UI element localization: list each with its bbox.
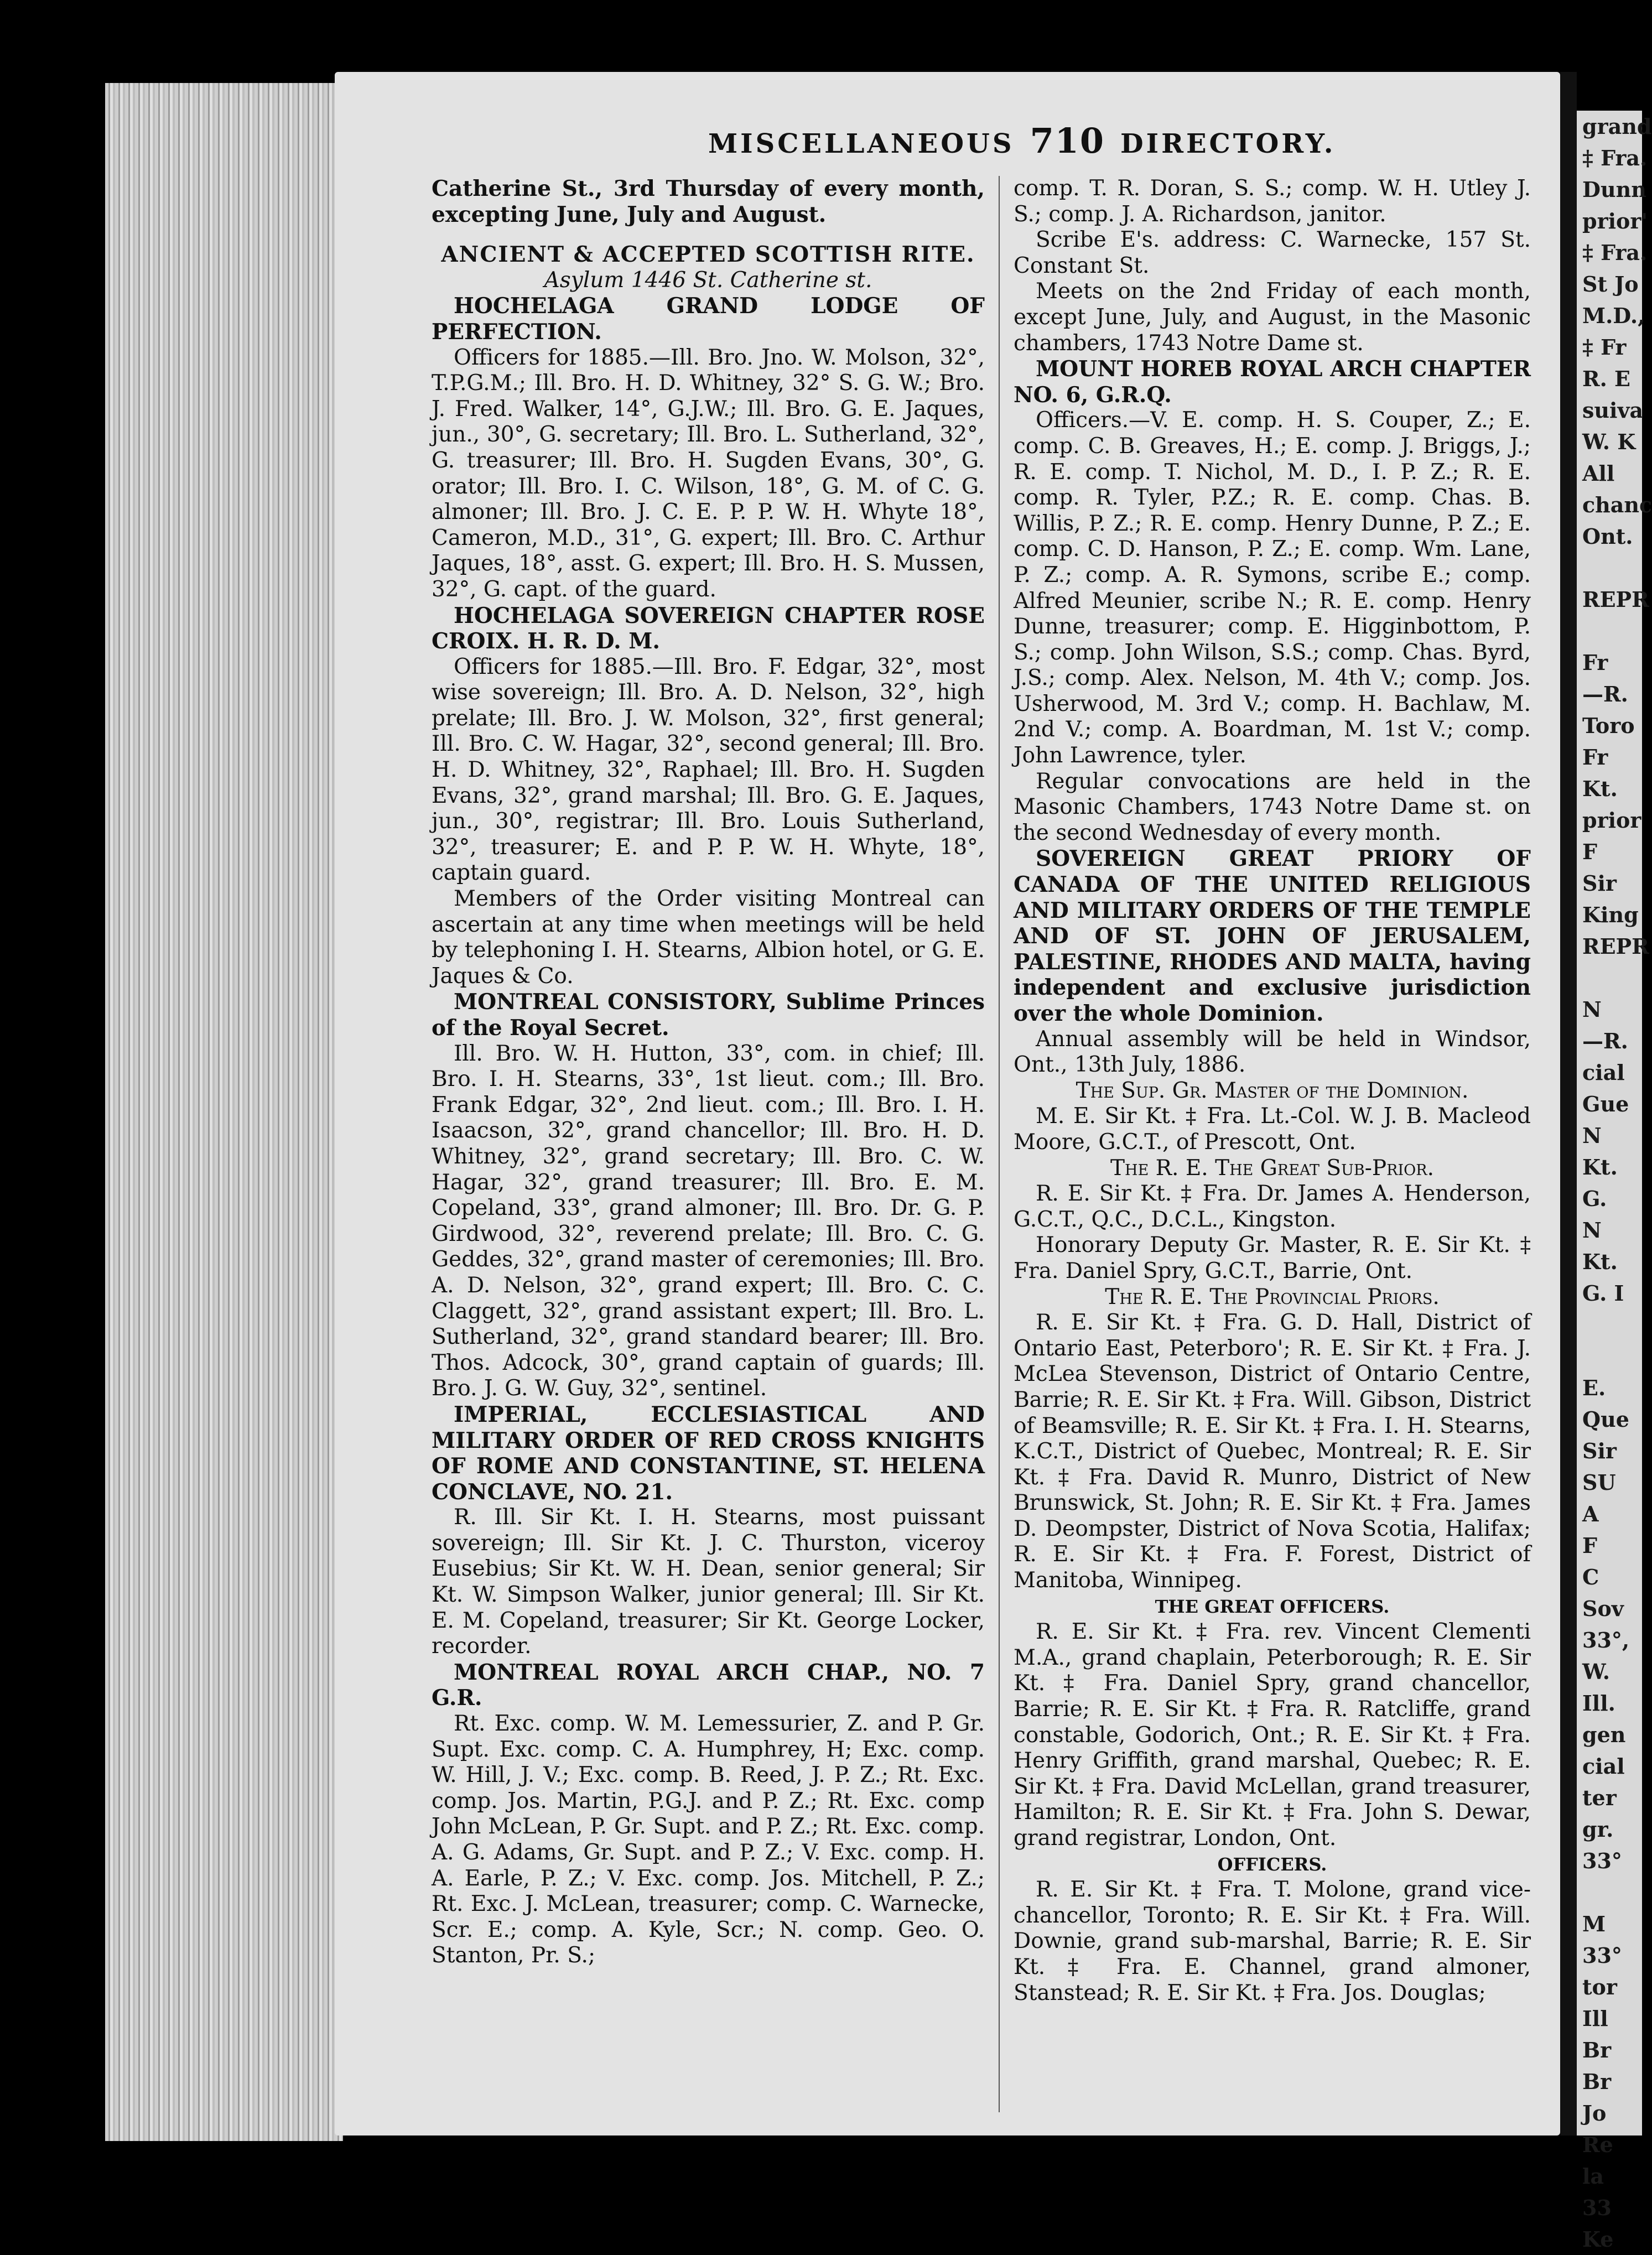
entry-heading-sub: having independent and exclusive jurisdiction over the whole Dominion. [1014,949,1531,1026]
right-column [1014,176,1531,2006]
adjacent-page-line: ter [1582,1785,1617,1810]
adjacent-page-line: Ke [1582,2227,1614,2252]
adjacent-page-line [1577,1877,1642,1908]
adjacent-page-fragment [1577,111,1652,2252]
adjacent-page-line: Ill [1582,2006,1608,2031]
adjacent-page-line: la [1582,2164,1604,2189]
adjacent-page-line [1577,1309,1642,1340]
adjacent-page-line: E. [1582,1375,1606,1400]
adjacent-page-line: N [1582,1218,1602,1243]
entry-body: Rt. Exc. comp. W. M. Lemessurier, Z. and P. Gr. Supt. Exc. comp. C. A. Humphrey, H; Exc. comp. W. Hill, J. V.; Exc. comp. B. Reed, J. P. Z.; Rt. Exc. comp. Jos. Martin, P.G.J. and P. Z.; Rt. Exc. comp John McLean, P. Gr. Supt. and P. Z.; Rt. Exc. comp. A. G. Adams, Gr. Supt. and P. Z.; V. Exc. comp. H. A. Earle, P. Z.; V. Exc. comp. Jos. Mitchell, P. Z.; Rt. Exc. J. McLean, treasurer; comp. C. Warnecke, Scr. E.; comp. A. Kyle, Scr.; N. comp. Geo. O. Stanton, Pr. S.; [432,1711,985,1968]
left-column [432,176,985,1969]
adjacent-page-line: —R. [1582,682,1628,706]
entry-heading: MOUNT HOREB ROYAL ARCH CHAPTER NO. 6, G.R.Q. [1014,356,1531,408]
continued-paragraph: comp. T. R. Doran, S. S.; comp. W. H. Utley J. S.; comp. J. A. Richardson, janitor. [1014,176,1531,227]
entry-heading: HOCHELAGA GRAND LODGE OF PERFECTION. [432,293,985,345]
adjacent-page-line: M.D., [1582,303,1645,328]
adjacent-page-line: ‡ Fra. [1582,146,1648,170]
adjacent-page-line: chanc [1582,492,1652,517]
entry-heading [1014,846,1531,1026]
subsection-heading: The R. E. The Great Sub-Prior. [1110,1155,1434,1181]
continued-paragraph: Catherine St., 3rd Thursday of every month, excepting June, July and August. [432,176,985,227]
entry-body: R. E. Sir Kt. ‡ Fra. G. D. Hall, District of Ontario East, Peterboro'; R. E. Sir Kt. ‡ Fra. J. McLea Stevenson, District of Ontario Centre, Barrie; R. E. Sir Kt. ‡ Fra. Will. Gibson, District of Beamsville; R. E. Sir Kt. ‡ Fra. I. H. Stearns, K.C.T., District of Quebec, Montreal; R. E. Sir Kt. ‡ Fra. David R. Munro, District of New Brunswick, St. John; R. E. Sir Kt. ‡ Fra. James D. Deompster, District of Nova Scotia, Halifax; R. E. Sir Kt. ‡ Fra. F. Forest, District of Manitoba, Winnipeg. [1014,1310,1531,1593]
entry-body: R. Ill. Sir Kt. I. H. Stearns, most puissant sovereign; Ill. Sir Kt. J. C. Thurston, viceroy Eusebius; Sir Kt. W. H. Dean, senior general; Sir Kt. W. Simpson Walker, junior general; Ill. Sir Kt. E. M. Copeland, treasurer; Sir Kt. George Locker, recorder. [432,1505,985,1659]
adjacent-page-line: Dunn [1582,177,1646,202]
entry-body: R. E. Sir Kt. ‡ Fra. rev. Vincent Clementi M.A., grand chaplain, Peterborough; R. E. Sir Kt. ‡ Fra. Daniel Spry, grand chancellor, Barrie; R. E. Sir Kt. ‡ Fra. R. Ratcliffe, grand constable, Godorich, Ont.; R. E. Sir Kt. ‡ Fra. Henry Griffith, grand marshal, Quebec; R. E. Sir Kt. ‡ Fra. David McLellan, grand treasurer, Hamilton; R. E. Sir Kt. ‡ Fra. John S. Dewar, grand registrar, London, Ont. [1014,1619,1531,1851]
adjacent-page-line [1577,552,1642,584]
section-address: Asylum 1446 St. Catherine st. [544,267,872,293]
adjacent-page-line: REPR [1582,587,1649,612]
subsection-heading: The R. E. The Provincial Priors. [1105,1284,1440,1310]
entry-body: Honorary Deputy Gr. Master, R. E. Sir Kt. ‡ Fra. Daniel Spry, G.C.T., Barrie, Ont. [1014,1233,1531,1284]
entry-note: Members of the Order visiting Montreal can ascertain at any time when meetings will be held by telephoning I. H. Stearns, Albion hotel, or G. E. Jaques & Co. [432,886,985,989]
entry-body: Ill. Bro. W. H. Hutton, 33°, com. in chief; Ill. Bro. I. H. Stearns, 33°, 1st lieut. com.; Ill. Bro. Frank Edgar, 32°, 2nd lieut. com.; Ill. Bro. I. H. Isaacson, 32°, grand chancellor; Ill. Bro. H. D. Whitney, 32°, grand secretary; Ill. Bro. C. W. Hagar, 32°, grand treasurer; Ill. Bro. E. M. Copeland, 33°, grand almoner; Ill. Bro. Dr. G. P. Girdwood, 32°, reverend prelate; Ill. Bro. C. G. Geddes, 32°, grand master of ceremonies; Ill. Bro. A. D. Nelson, 32°, grand expert; Ill. Bro. C. C. Claggett, 32°, grand assistant expert; Ill. Bro. L. Sutherland, 32°, grand standard bearer; Ill. Bro. Thos. Adcock, 30°, grand captain of guards; Ill. Bro. J. G. W. Guy, 32°, sentinel. [432,1041,985,1401]
adjacent-page-line: A [1582,1501,1599,1526]
subsection-heading: THE GREAT OFFICERS. [1155,1596,1390,1617]
entry-body: M. E. Sir Kt. ‡ Fra. Lt.-Col. W. J. B. Macleod Moore, G.C.T., of Prescott, Ont. [1014,1104,1531,1155]
adjacent-page-line: suiva [1582,398,1644,423]
adjacent-page-line: ‡ Fr [1582,335,1627,360]
adjacent-page-line: St Jo [1582,272,1639,297]
adjacent-page-line: Ont. [1582,524,1633,549]
adjacent-page-line: Sov [1582,1596,1624,1621]
adjacent-page-line: G. [1582,1186,1607,1211]
adjacent-page-line: 33° [1582,1848,1622,1873]
adjacent-page-line: W. [1582,1659,1610,1684]
adjacent-page-line: Re [1582,2132,1613,2157]
header-left: MISCELLANEOUS [708,128,1015,159]
adjacent-page-line: tor [1582,1975,1617,1999]
entry-body: Officers for 1885.—Ill. Bro. Jno. W. Molson, 32°, T.P.G.M.; Ill. Bro. H. D. Whitney, 32° S. G. W.; Bro. J. Fred. Walker, 14°, G.J.W.; Ill. Bro. G. E. Jaques, jun., 30°, G. secretary; Ill. Bro. L. Sutherland, 32°, G. treasurer; Ill. Bro. H. Sugden Evans, 30°, G. orator; Ill. Bro. I. C. Wilson, 18°, G. M. of C. G. almoner; Ill. Bro. J. C. E. P. P. W. H. Whyte 18°, Cameron, M.D., 31°, G. expert; Ill. Bro. C. Arthur Jaques, 18°, asst. G. expert; Ill. Bro. H. S. Mussen, 32°, G. capt. of the guard. [432,345,985,602]
adjacent-page-line: W. K [1582,429,1636,454]
adjacent-page-line: prior' [1582,209,1648,233]
entry-heading: HOCHELAGA SOVEREIGN CHAPTER ROSE CROIX. H. R. D. M. [432,602,985,654]
entry-note: Scribe E's. address: C. Warnecke, 157 St. Constant St. [1014,227,1531,278]
adjacent-page-line: prior [1582,808,1641,833]
adjacent-page-line: N [1582,997,1602,1022]
adjacent-page-line: All [1582,461,1615,486]
adjacent-page-line [1577,1340,1642,1372]
adjacent-page-line: R. E [1582,366,1631,391]
adjacent-page-line: Sir [1582,1438,1617,1463]
running-header [708,121,1336,161]
adjacent-page-line: Gue [1582,1092,1629,1116]
adjacent-page-line: Br [1582,2069,1612,2094]
entry-note: Annual assembly will be held in Windsor, Ont., 13th July, 1886. [1014,1026,1531,1078]
entry-heading-sub: Sublime Princes of the Royal Secret. [432,989,985,1041]
adjacent-page-line: REPR [1582,934,1649,959]
adjacent-page-line: cial [1582,1754,1625,1779]
adjacent-page-line: C [1582,1565,1599,1589]
adjacent-page-line: King [1582,902,1639,927]
entry-heading [432,989,985,1041]
adjacent-page-line [1577,615,1642,647]
adjacent-page-line: 33°, [1582,1628,1630,1653]
subsection-heading: The Sup. Gr. Master of the Dominion. [1076,1078,1469,1103]
adjacent-page-line: Fr [1582,745,1608,770]
adjacent-page-line: gen [1582,1722,1626,1747]
adjacent-page-line: F [1582,839,1597,864]
adjacent-page-line: Que [1582,1407,1629,1432]
adjacent-page-line: Toro [1582,713,1635,738]
entry-note: Regular convocations are held in the Masonic Chambers, 1743 Notre Dame st. on the second Wednesday of every month. [1014,768,1531,845]
adjacent-page-line [1577,962,1642,994]
adjacent-page-line: 33° [1582,1943,1622,1968]
entry-heading-main: MONTREAL CONSISTORY, [454,989,777,1015]
page-edges [105,83,343,2141]
entry-heading: IMPERIAL, ECCLESIASTICAL AND MILITARY ORDER OF RED CROSS KNIGHTS OF ROME AND CONSTANTINE, ST. HELENA CONCLAVE, NO. 21. [432,1401,985,1505]
adjacent-page-line: F [1582,1533,1597,1558]
adjacent-page-line: G. I [1582,1281,1624,1306]
entry-note: Meets on the 2nd Friday of each month, except June, July, and August, in the Masonic chambers, 1743 Notre Dame st. [1014,279,1531,356]
adjacent-page-line: Jo [1582,2101,1607,2126]
adjacent-page-line: Kt. [1582,1155,1618,1180]
page-number: 710 [1030,121,1105,161]
column-divider [999,176,1000,2112]
adjacent-page-line: Br [1582,2038,1612,2062]
entry-body: R. E. Sir Kt. ‡ Fra. Dr. James A. Henderson, G.C.T., Q.C., D.C.L., Kingston. [1014,1181,1531,1232]
section-title: ANCIENT & ACCEPTED SCOTTISH RITE. [441,242,975,268]
adjacent-page-line: ‡ Fra. [1582,240,1648,265]
adjacent-page-line: Sir [1582,871,1617,896]
entry-body: Officers.—V. E. comp. H. S. Couper, Z.; E. comp. C. B. Greaves, H.; E. comp. J. Briggs, J.; R. E. comp. T. Nichol, M. D., I. P. Z.; R. E. comp. R. Tyler, P.Z.; R. E. comp. Chas. B. Willis, P. Z.; R. E. comp. Henry Dunne, P. Z.; E. comp. C. D. Hanson, P. Z.; E. comp. Wm. Lane, P. Z.; comp. A. R. Symons, scribe E.; comp. Alfred Meunier, scribe N.; R. E. comp. Henry Dunne, treasurer; comp. E. Higginbottom, P. S.; comp. John Wilson, S.S.; comp. Chas. Byrd, J.S.; comp. Alex. Nelson, M. 4th V.; comp. Jos. Usherwood, M. 3rd V.; comp. H. Bachlaw, M. 2nd V.; comp. A. Boardman, M. 1st V.; comp. John Lawrence, tyler. [1014,408,1531,768]
entry-body: Officers for 1885.—Ill. Bro. F. Edgar, 32°, most wise sovereign; Ill. Bro. A. D. Nelson, 32°, high prelate; Ill. Bro. J. W. Molson, 32°, first general; Ill. Bro. C. W. Hagar, 32°, second general; Ill. Bro. H. D. Whitney, 32°, Raphael; Ill. Bro. H. Sugden Evans, 32°, grand marshal; Ill. Bro. G. E. Jaques, jun., 30°, registrar; Ill. Bro. Louis Sutherland, 32°, treasurer; E. and P. P. W. H. Whyte, 18°, captain guard. [432,654,985,886]
adjacent-page-line: 33 [1582,2195,1612,2220]
entry-body: R. E. Sir Kt. ‡ Fra. T. Molone, grand vice-chancellor, Toronto; R. E. Sir Kt. ‡ Fra. Will. Downie, grand sub-marshal, Barrie; R. E. Sir Kt. ‡ Fra. E. Channel, grand almoner, Stanstead; R. E. Sir Kt. ‡ Fra. Jos. Douglas; [1014,1877,1531,2005]
adjacent-page-line: Kt. [1582,1249,1618,1274]
adjacent-page-line: M [1582,1911,1606,1936]
adjacent-page-line: gr. [1582,1817,1614,1842]
header-right: DIRECTORY. [1120,128,1336,159]
book-gutter [1560,72,1577,2136]
adjacent-page-line: —R. [1582,1028,1628,1053]
entry-heading-main: SOVEREIGN GREAT PRIORY OF CANADA OF THE UNITED RELIGIOUS AND MILITARY ORDERS OF THE TEMPLE AND OF ST. JOHN OF JERUSALEM, PALESTINE, RHODES AND MALTA, [1014,846,1531,975]
adjacent-page-line: Kt. [1582,776,1618,801]
subsection-heading: OFFICERS. [1217,1853,1327,1875]
adjacent-page-line: Ill. [1582,1691,1615,1716]
adjacent-page-line: cial [1582,1060,1625,1085]
entry-heading: MONTREAL ROYAL ARCH CHAP., NO. 7 G.R. [432,1659,985,1711]
adjacent-page-line: Fr [1582,650,1608,675]
adjacent-page-line: SU [1582,1470,1616,1495]
adjacent-page-line: grand [1582,114,1652,139]
adjacent-page-line: N [1582,1123,1602,1148]
